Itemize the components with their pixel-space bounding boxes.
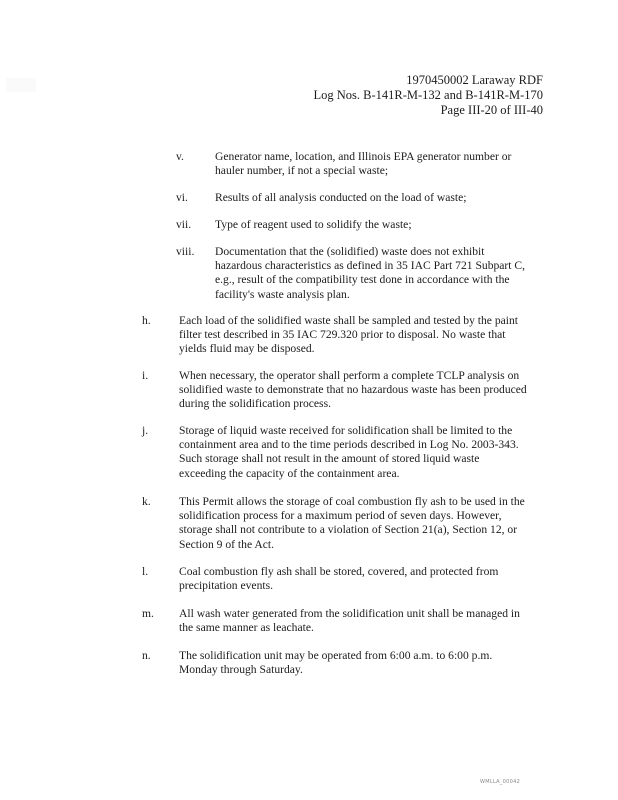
text-line: exceeding the capacity of the containment area. [179,466,400,480]
header-page-number: Page III-20 of III-40 [440,103,543,117]
item-text [179,424,519,481]
text-line: When necessary, the operator shall perform a complete TCLP analysis on [179,369,520,382]
item-marker: k. [142,495,151,508]
sub-item-marker: viii. [176,245,195,258]
text-line: solidified waste to demonstrate that no hazardous waste has been produced [179,383,527,397]
sub-item-text [215,150,511,178]
item-text [179,649,492,677]
item-marker: i. [142,369,149,382]
text-line: during the solidification process. [179,397,331,411]
item-marker: n. [142,649,151,662]
sub-item-marker: v. [176,150,184,163]
text-line: facility's waste analysis plan. [215,287,350,301]
text-line: Such storage shall not result in the amount of stored liquid waste [179,452,480,466]
item-text [179,495,525,552]
text-line: Documentation that the (solidified) waste does not exhibit [215,245,485,258]
sub-item-marker: vi. [176,191,188,204]
text-line: the same manner as leachate. [179,621,314,635]
text-line: Storage of liquid waste received for solidification shall be limited to the [179,424,513,437]
item-marker: h. [142,314,151,327]
text-line: This Permit allows the storage of coal combustion fly ash to be used in the [179,495,525,508]
sub-item-text [215,218,412,232]
text-line: Section 9 of the Act. [179,537,274,551]
bates-number: WMLLA_00042 [480,779,521,785]
text-line: Generator name, location, and Illinois EPA generator number or [215,150,512,163]
header-facility-line: 1970450002 Laraway RDF [406,73,543,87]
sub-item-marker: vii. [176,218,192,231]
text-line: precipitation events. [179,579,274,593]
text-line: hauler number, if not a special waste; [215,164,389,178]
text-line: yields fluid may be disposed. [179,342,315,356]
item-marker: l. [142,565,149,578]
scan-artifact [6,78,36,92]
text-line: hazardous characteristics as defined in 35 IAC Part 721 Subpart C, [215,259,526,273]
text-line: e.g., result of the compatibility test done in accordance with the [215,273,510,287]
text-line: filter test described in 35 IAC 729.320 prior to disposal. No waste that [179,328,506,342]
item-text [179,314,518,357]
text-line: Monday through Saturday. [179,663,303,677]
text-line: solidification process for a maximum period of seven days. However, [179,509,502,523]
text-line: Results of all analysis conducted on the load of waste; [215,191,467,204]
text-line: The solidification unit may be operated from 6:00 a.m. to 6:00 p.m. [179,649,493,662]
text-line: Coal combustion fly ash shall be stored, covered, and protected from [179,565,499,578]
item-marker: j. [142,424,149,437]
text-line: Type of reagent used to solidify the waste; [215,218,412,231]
text-line: storage shall not contribute to a violation of Section 21(a), Section 12, or [179,523,518,537]
sub-item-text [215,245,525,302]
text-line: containment area and to the time periods described in Log No. 2003-343. [179,438,519,452]
item-text [179,565,498,593]
item-marker: m. [142,607,154,620]
page-header [313,73,543,118]
text-line: Each load of the solidified waste shall be sampled and tested by the paint [179,314,519,327]
sub-item-text [215,191,466,205]
item-text [179,369,527,412]
header-log-numbers: Log Nos. B-141R-M-132 and B-141R-M-170 [313,88,543,102]
text-line: All wash water generated from the solidification unit shall be managed in [179,607,520,620]
item-text [179,607,520,635]
